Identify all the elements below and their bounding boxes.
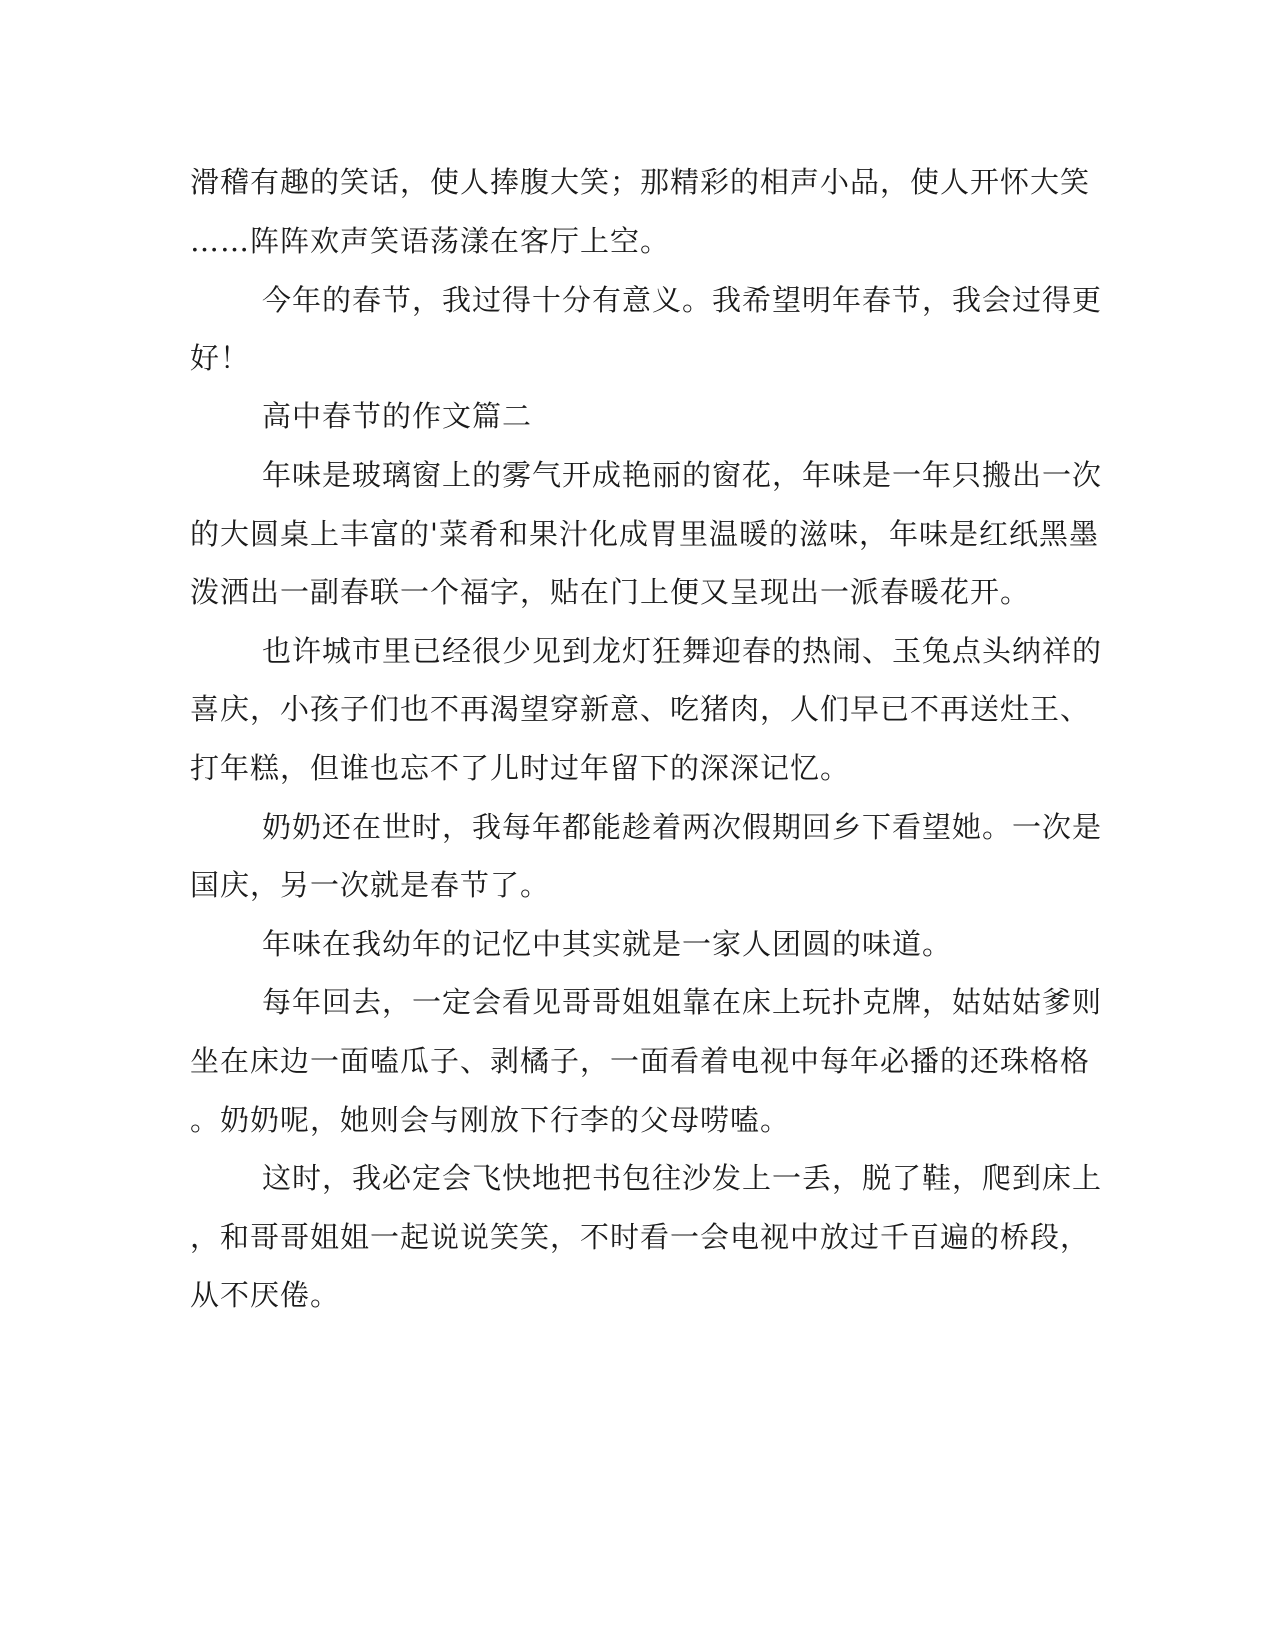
paragraph-start: 每年回去，一定会看见哥哥姐姐靠在床上玩扑克牌，姑姑姑爹则	[262, 985, 1103, 1019]
text-line: 国庆，另一次就是春节了。	[190, 868, 551, 902]
paragraph-start: 年味在我幼年的记忆中其实就是一家人团圆的味道。	[262, 927, 953, 961]
text-line: ，和哥哥姐姐一起说说笑笑，不时看一会电视中放过千百遍的桥段，	[190, 1220, 1091, 1254]
paragraph-start: 年味是玻璃窗上的雾气开成艳丽的窗花，年味是一年只搬出一次	[262, 458, 1103, 492]
paragraph-start: 奶奶还在世时，我每年都能趁着两次假期回乡下看望她。一次是	[262, 810, 1103, 844]
paragraph-start: 也许城市里已经很少见到龙灯狂舞迎春的热闹、玉兔点头纳祥的	[262, 634, 1103, 668]
section-heading: 高中春节的作文篇二	[262, 399, 533, 433]
text-line: 。奶奶呢，她则会与刚放下行李的父母唠嗑。	[190, 1103, 791, 1137]
text-line: 的大圆桌上丰富的'菜肴和果汁化成胃里温暖的滋味，年味是红纸黑墨	[190, 517, 1099, 551]
text-line: 打年糕，但谁也忘不了儿时过年留下的深深记忆。	[190, 751, 851, 785]
paragraph-start: 今年的春节，我过得十分有意义。我希望明年春节，我会过得更	[262, 283, 1103, 317]
paragraph-start: 这时，我必定会飞快地把书包往沙发上一丢，脱了鞋，爬到床上	[262, 1161, 1103, 1195]
text-line: ……阵阵欢声笑语荡漾在客厅上空。	[190, 224, 671, 258]
text-line: 坐在床边一面嗑瓜子、剥橘子，一面看着电视中每年必播的还珠格格	[190, 1044, 1091, 1078]
text-line: 滑稽有趣的笑话，使人捧腹大笑；那精彩的相声小品，使人开怀大笑	[190, 165, 1091, 199]
text-line: 好！	[190, 341, 251, 375]
text-line: 从不厌倦。	[190, 1278, 341, 1312]
text-line: 泼洒出一副春联一个福字，贴在门上便又呈现出一派春暖花开。	[190, 575, 1031, 609]
text-line: 喜庆，小孩子们也不再渴望穿新意、吃猪肉，人们早已不再送灶王、	[190, 692, 1091, 726]
